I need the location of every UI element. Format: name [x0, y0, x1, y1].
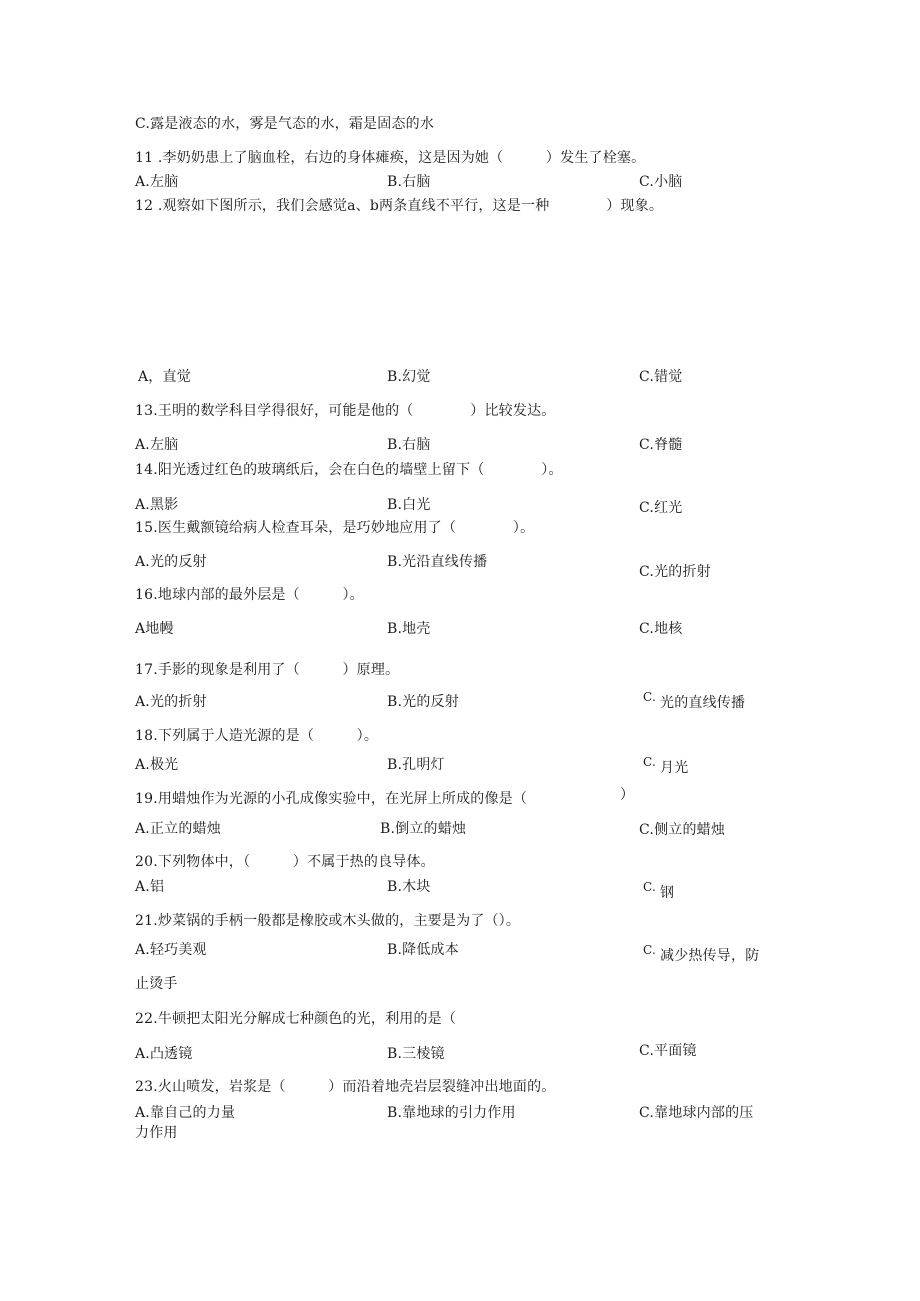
q19-stem: 19.用蜡烛作为光源的小孔成像实验中，在光屏上所成的像是（: [135, 791, 528, 807]
q22-option-a: A.凸透镜: [135, 1046, 193, 1062]
q14-option-b: B.白光: [387, 497, 431, 513]
q23-option-b: B.靠地球的引力作用: [387, 1105, 516, 1121]
q13-stem: 13.王明的数学科目学得很好，可能是他的（ ）比较发达。: [135, 403, 556, 419]
q17-option-c-prefix: C.: [643, 690, 656, 704]
q20-option-a: A.铝: [135, 879, 165, 895]
q20-option-b: B.木块: [387, 879, 431, 895]
q16-stem: 16.地球内部的最外层是（ ）。: [135, 587, 364, 603]
q19-option-a: A.正立的蜡烛: [135, 821, 221, 837]
q12-option-a: A，直觉: [138, 369, 191, 385]
q13-option-c: C.脊髓: [639, 437, 683, 453]
q20-stem: 20.下列物体中，（ ）不属于热的良导体。: [135, 854, 435, 870]
q19-option-b: B.倒立的蜡烛: [380, 821, 467, 837]
q20-option-c: 钢: [660, 885, 675, 901]
q21-option-c: 减少热传导，防: [660, 948, 760, 964]
q23-option-a: A.靠自己的力量: [135, 1105, 236, 1121]
q12-figure-area: [135, 222, 775, 357]
q23-option-c: C.靠地球内部的压: [639, 1105, 754, 1121]
q18-stem: 18.下列属于人造光源的是（ ）。: [135, 728, 379, 744]
q16-option-c: C.地核: [639, 621, 683, 637]
q11-option-b: B.右脑: [387, 174, 431, 190]
q13-option-b: B.右脑: [387, 437, 431, 453]
q15-option-b: B.光沿直线传播: [387, 554, 488, 570]
q17-stem: 17.手影的现象是利用了（ ）原理。: [135, 662, 400, 678]
q12-option-b: B.幻觉: [387, 369, 431, 385]
q15-stem: 15.医生戴额镜给病人检查耳朵，是巧妙地应用了（ ）。: [135, 520, 535, 536]
q21-option-b: B.降低成本: [387, 942, 459, 958]
q16-option-b: B.地壳: [387, 621, 431, 637]
q18-option-c-prefix: C.: [643, 755, 656, 769]
q19-option-c: C.侧立的蜡烛: [639, 822, 726, 838]
q11-option-a: A.左脑: [135, 174, 179, 190]
q14-stem: 14.阳光透过红色的玻璃纸后，会在白色的墙壁上留下（ ）。: [135, 462, 563, 478]
q22-option-b: B.三棱镜: [387, 1046, 445, 1062]
q17-option-c: 光的直线传播: [660, 695, 746, 711]
q21-option-c-continued: 止烫手: [135, 976, 178, 992]
q17-option-a: A.光的折射: [135, 694, 207, 710]
q10-option-c: C.露是液态的水，雾是气态的水，霜是固态的水: [135, 116, 435, 132]
q17-option-b: B.光的反射: [387, 694, 459, 710]
q21-option-a: A.轻巧美观: [135, 942, 207, 958]
q18-option-a: A.极光: [135, 757, 179, 773]
q11-stem: 11 .李奶奶患上了脑血栓，右边的身体瘫痪，这是因为她（ ）发生了栓塞。: [135, 150, 646, 166]
q12-option-c: C.错觉: [639, 369, 683, 385]
q23-stem: 23.火山喷发，岩浆是（ ）而沿着地壳岩层裂缝冲出地面的。: [135, 1079, 556, 1095]
q21-option-c-prefix: C.: [643, 943, 656, 957]
q18-option-c: 月光: [660, 760, 689, 776]
q11-option-c: C.小脑: [639, 174, 683, 190]
q19-stem-close: ）: [620, 787, 635, 803]
q21-stem: 21.炒菜锅的手柄一般都是橡胶或木头做的，主要是为了（）。: [135, 913, 521, 929]
q16-option-a: A地幔: [135, 621, 174, 637]
q20-option-c-prefix: C.: [643, 880, 656, 894]
q14-option-c: C.红光: [639, 500, 683, 516]
q18-option-b: B.孔明灯: [387, 757, 445, 773]
q22-option-c: C.平面镜: [639, 1043, 697, 1059]
q15-option-a: A.光的反射: [135, 554, 207, 570]
q15-option-c: C.光的折射: [639, 564, 711, 580]
q23-option-c-continued: 力作用: [135, 1125, 178, 1141]
q12-stem: 12 .观察如下图所示，我们会感觉a、b两条直线不平行，这是一种 ）现象。: [135, 198, 664, 214]
q22-stem: 22.牛顿把太阳光分解成七种颜色的光，利用的是（: [135, 1011, 457, 1027]
q13-option-a: A.左脑: [135, 437, 179, 453]
q14-option-a: A.黑影: [135, 497, 179, 513]
